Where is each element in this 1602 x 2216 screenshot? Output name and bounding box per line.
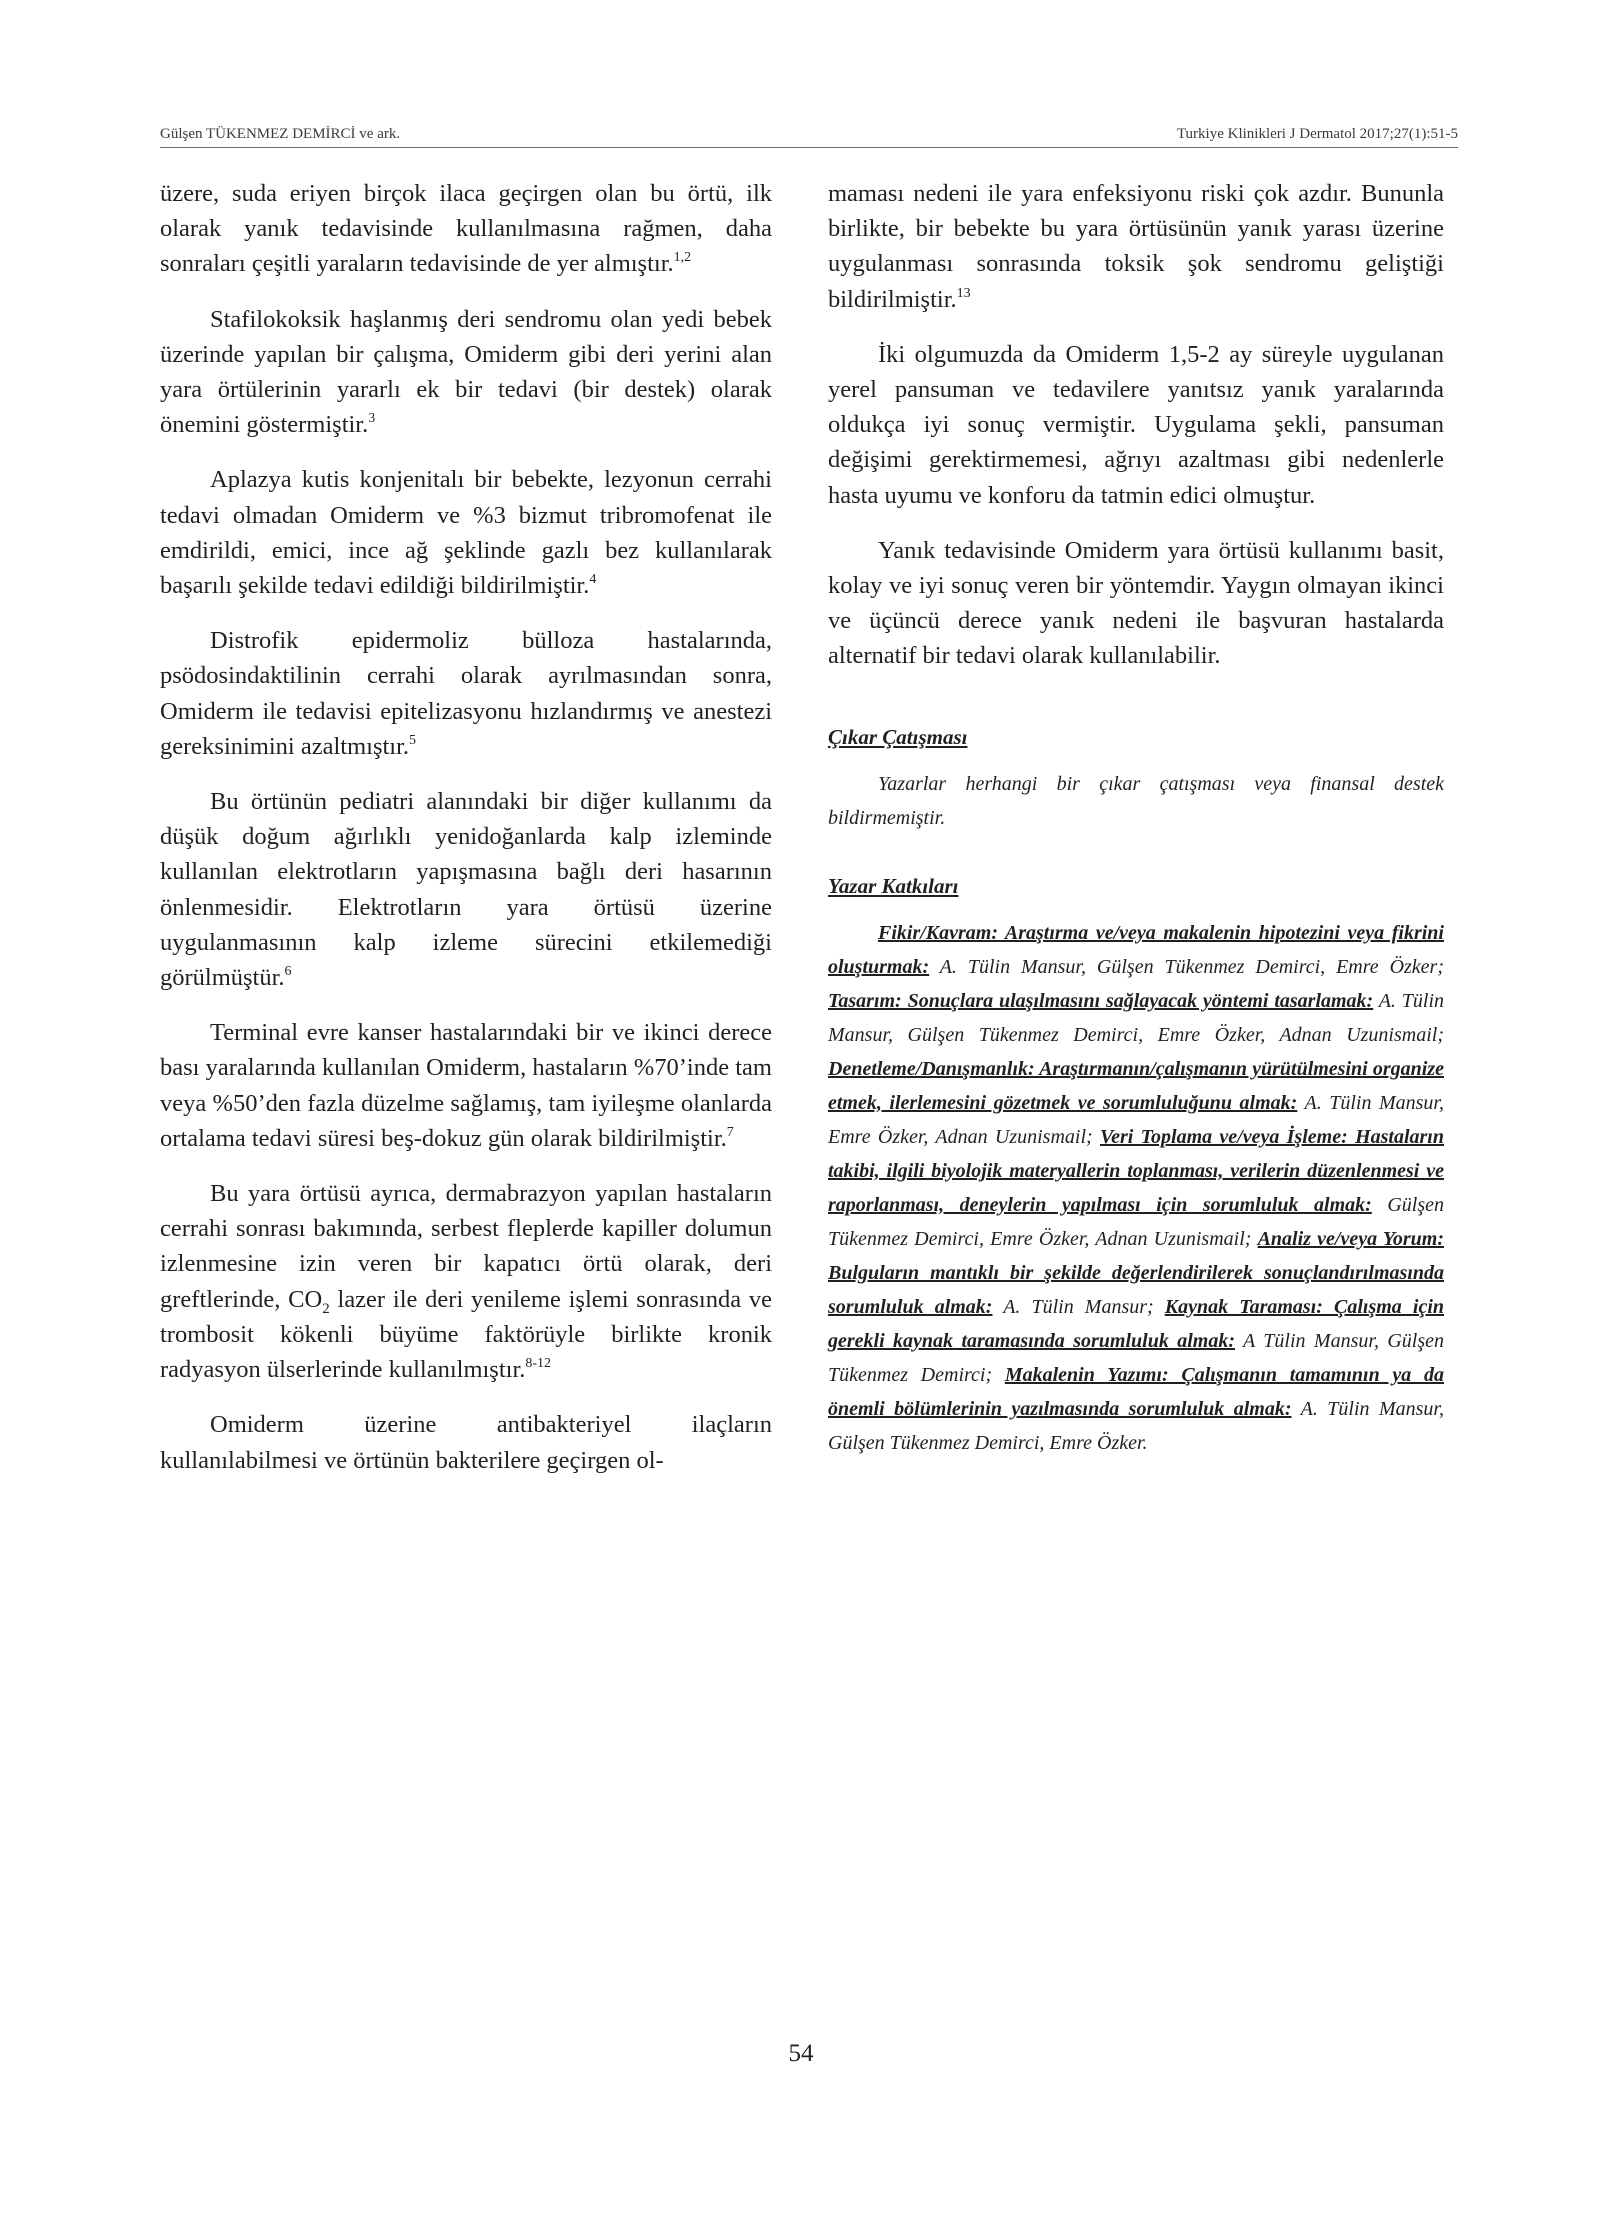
paragraph bbox=[160, 1176, 772, 1387]
conflict-of-interest-heading: Çıkar Çatışması bbox=[828, 724, 968, 749]
paragraph bbox=[160, 784, 772, 995]
left-column bbox=[160, 176, 772, 1498]
reference-marker: 13 bbox=[956, 285, 971, 301]
paragraph-text: Bu yara örtüsü ayrıca, dermabrazyon yapılan hastaların cerrahi sonrası bakımında, serbest fleplerde kapiller dolumun izlenmesine izin veren bir kapatıcı örtü olarak, deri greftlerinde, CO bbox=[160, 1180, 772, 1313]
paragraph-text: Yanık tedavisinde Omiderm yara örtüsü kullanımı basit, kolay ve iyi sonuç veren bir yöntemdir. Yaygın olmayan ikinci ve üçüncü derece yanık nedeni ile başvuran hastalarda alternatif bir tedavi olarak kullanılabilir. bbox=[828, 536, 1444, 670]
reference-marker: 8-12 bbox=[525, 1356, 552, 1372]
reference-marker: 1,2 bbox=[673, 250, 692, 266]
reference-marker: 3 bbox=[368, 411, 376, 427]
paragraph-text: Distrofik epidermoliz bülloza hastalarında, psödosindaktilinin cerrahi olarak ayrılmasından sonra, Omiderm ile tedavisi epitelizasyonu hızlandırmış ve anestezi gereksinimini azaltmıştır. bbox=[160, 627, 772, 760]
contribution-role: Analiz ve/veya Yorum: Bulguların mantıklı bir şekilde değerlendirilerek sonuçlandırılmasında sorumluluk almak: bbox=[828, 1228, 1445, 1319]
contribution-role: Makalenin Yazımı: Çalışmanın tamamının ya da önemli bölümlerinin yazılmasında sorumluluk almak: bbox=[828, 1364, 1445, 1421]
paragraph bbox=[160, 302, 772, 443]
contribution-authors: A Tülin Mansur, Gülşen Tükenmez Demirci; bbox=[828, 1330, 1445, 1387]
conflict-of-interest-text: Yazarlar herhangi bir çıkar çatışması veya finansal destek bildirmemiştir. bbox=[828, 772, 1444, 829]
paragraph bbox=[160, 623, 772, 764]
reference-marker: 7 bbox=[726, 1124, 734, 1140]
running-header bbox=[160, 126, 1458, 148]
subscript: 2 bbox=[322, 1300, 330, 1317]
header-journal-citation: Turkiye Klinikleri J Dermatol 2017;27(1):51-5 bbox=[1176, 126, 1458, 142]
paragraph-text: Aplazya kutis konjenitalı bir bebekte, lezyonun cerrahi tedavi olmadan Omiderm ve %3 bizmut tribromofenat ile emdirildi, emici, ince ağ şeklinde gazlı bez kullanılarak başarılı şekilde tedavi edildiği bildirilmiştir. bbox=[160, 466, 772, 600]
paragraph-text: üzere, suda eriyen birçok ilaca geçirgen olan bu örtü, ilk olarak yanık tedavisinde kullanılmasına rağmen, daha sonraları çeşitli yaraların tedavisinde de yer almıştır. bbox=[160, 180, 772, 278]
paragraph-text: lazer ile deri yenileme işlemi sonrasında ve trombosit kökenli büyüme faktörüyle birlikte kronik radyasyon ülserlerinde kullanılmıştır. bbox=[160, 1285, 772, 1384]
contribution-authors: A. Tülin Mansur, Gülşen Tükenmez Demirci, Emre Özker; bbox=[929, 956, 1444, 979]
paragraph-text: Stafilokoksik haşlanmış deri sendromu olan yedi bebek üzerinde yapılan bir çalışma, Omiderm gibi deri yerini alan yara örtülerinin yararlı ek bir tedavi (bir destek) olarak önemini göstermiştir. bbox=[160, 305, 772, 439]
paragraph-text: Bu örtünün pediatri alanındaki bir diğer kullanımı da düşük doğum ağırlıklı yenidoğanlarda kalp izleminde kullanılan elektrotların yapışmasına bağlı deri hasarının önlenmesidir. Elektrotların yara örtüsü üzerine uygulanmasının kalp izleme sürecini etkilemediği görülmüştür. bbox=[160, 788, 772, 992]
contribution-role: Fikir/Kavram: Araştırma ve/veya makalenin hipotezini veya fikrini oluşturmak: bbox=[828, 922, 1444, 979]
header-authors: Gülşen TÜKENMEZ DEMİRCİ ve ark. bbox=[160, 126, 401, 142]
right-column bbox=[828, 176, 1444, 1480]
contribution-authors: A. Tülin Mansur, Gülşen Tükenmez Demirci, Emre Özker, Adnan Uzunismail; bbox=[828, 990, 1444, 1047]
contribution-authors: A. Tülin Mansur, Emre Özker, Adnan Uzunismail; bbox=[828, 1092, 1444, 1149]
paragraph-text: Omiderm üzerine antibakteriyel ilaçların kullanılabilmesi ve örtünün bakterilere geçirgen ol- bbox=[160, 1411, 772, 1474]
header-rule bbox=[160, 147, 1458, 148]
contribution-authors: A. Tülin Mansur; bbox=[992, 1296, 1165, 1319]
contribution-role: Tasarım: Sonuçlara ulaşılmasını sağlayacak yöntemi tasarlamak: bbox=[828, 990, 1374, 1013]
paragraph-text: İki olgumuzda da Omiderm 1,5-2 ay süreyle uygulanan yerel pansuman ve tedavilere yanıtsız yanık yaralarında oldukça iyi sonuç vermiştir. Uygulama şekli, pansuman değişimi gerektirmemesi, ağrıyı azaltması gibi nedenlerle hasta uyumu ve konforu da tatmin edici olmuştur. bbox=[828, 340, 1444, 509]
reference-marker: 5 bbox=[409, 732, 417, 748]
contribution-role: Denetleme/Danışmanlık: Araştırmanın/çalışmanın yürütülmesini organize etmek, ilerlemesini gözetmek ve sorumluluğunu almak: bbox=[828, 1058, 1444, 1115]
reference-marker: 4 bbox=[589, 572, 597, 588]
author-contributions-heading: Yazar Katkıları bbox=[828, 873, 959, 898]
contribution-role: Kaynak Taraması: Çalışma için gerekli kaynak taramasında sorumluluk almak: bbox=[828, 1296, 1444, 1353]
paragraph bbox=[828, 176, 1444, 317]
paragraph bbox=[160, 176, 772, 282]
contribution-role: Veri Toplama ve/veya İşleme: Hastaların takibi, ilgili biyolojik materyallerin toplanması, verilerin düzenlenmesi ve raporlanması, deneylerin yapılması için sorumluluk almak: bbox=[828, 1126, 1444, 1217]
reference-marker: 6 bbox=[284, 964, 292, 980]
paragraph bbox=[828, 337, 1444, 513]
author-contributions-text bbox=[828, 916, 1444, 1460]
paragraph bbox=[160, 462, 772, 603]
paragraph-text: maması nedeni ile yara enfeksiyonu riski çok azdır. Bununla birlikte, bir bebekte bu yara örtüsünün yanık yarası üzerine uygulanması sonrasında toksik şok sendromu geliştiği bildirilmiştir. bbox=[828, 180, 1444, 313]
contribution-authors: Gülşen Tükenmez Demirci, Emre Özker, Adnan Uzunismail; bbox=[828, 1194, 1444, 1251]
paragraph bbox=[828, 533, 1444, 674]
paragraph bbox=[160, 1015, 772, 1156]
paragraph bbox=[160, 1407, 772, 1477]
contribution-authors: A. Tülin Mansur, Gülşen Tükenmez Demirci, Emre Özker. bbox=[828, 1398, 1445, 1455]
paragraph-text: Terminal evre kanser hastalarındaki bir ve ikinci derece bası yaralarında kullanılan Omiderm, hastaların %70’inde tam veya %50’den fazla düzelme sağlamış, tam iyileşme olanlarda ortalama tedavi süresi beş-dokuz gün olarak bildirilmiştir. bbox=[160, 1019, 772, 1152]
page-number: 54 bbox=[788, 2040, 814, 2067]
